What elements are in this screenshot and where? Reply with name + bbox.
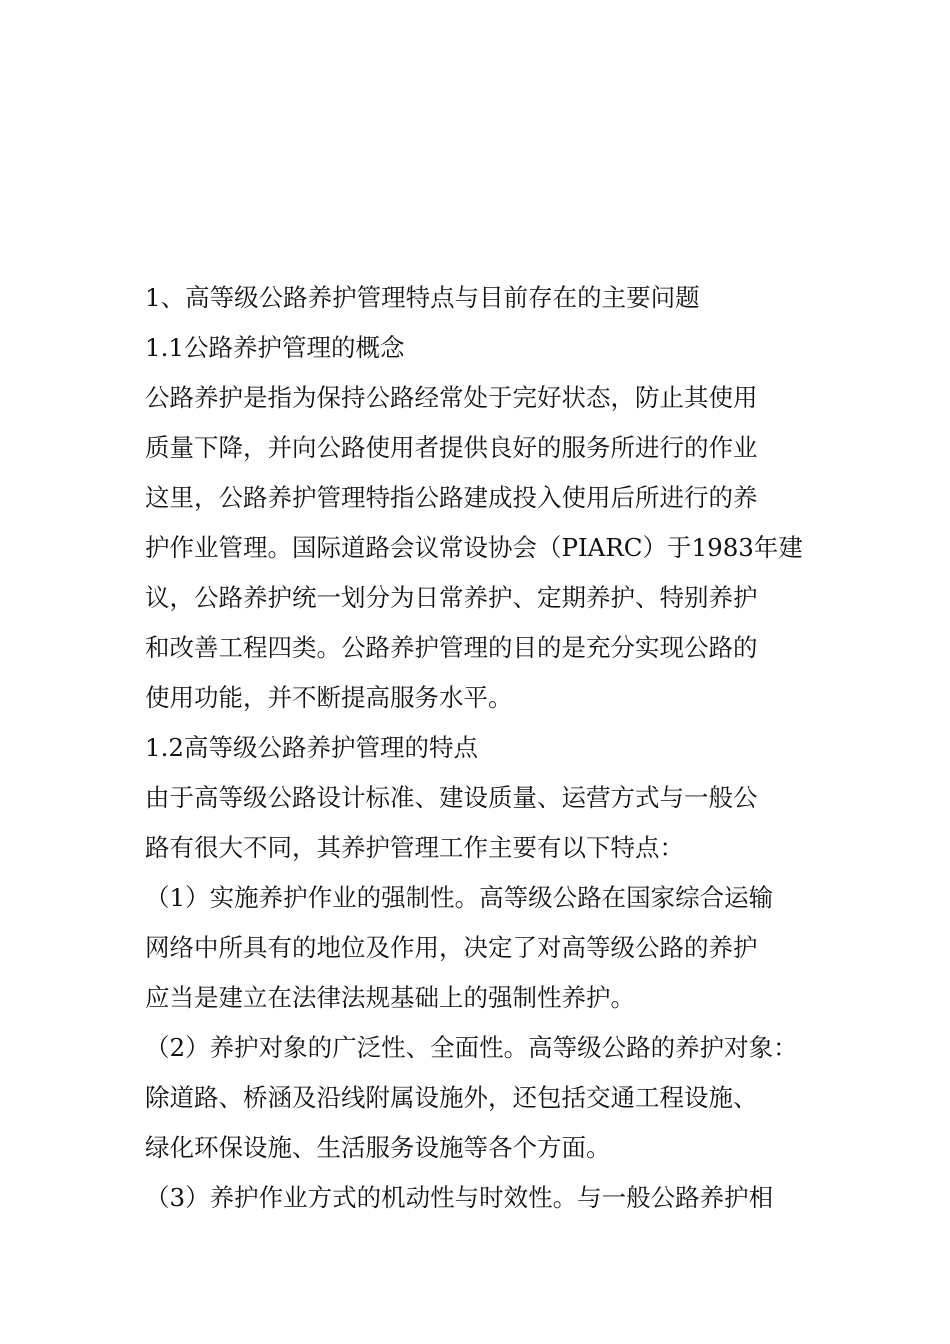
subsection-heading-1-1: 1.1公路养护管理的概念	[145, 333, 405, 362]
paragraph-line: 护作业管理。国际道路会议常设协会（PIARC）于1983年建	[145, 533, 803, 562]
paragraph-line: 这里，公路养护管理特指公路建成投入使用后所进行的养	[145, 483, 758, 512]
paragraph-line: 除道路、桥涵及沿线附属设施外，还包括交通工程设施、	[145, 1083, 758, 1112]
list-item-line: （2）养护对象的广泛性、全面性。高等级公路的养护对象：	[145, 1033, 798, 1062]
subsection-heading-1-2: 1.2高等级公路养护管理的特点	[145, 733, 478, 762]
paragraph-line: 绿化环保设施、生活服务设施等各个方面。	[145, 1133, 611, 1162]
paragraph-line: 议，公路养护统一划分为日常养护、定期养护、特别养护	[145, 583, 758, 612]
paragraph-line: 网络中所具有的地位及作用，决定了对高等级公路的养护	[145, 933, 758, 962]
paragraph-line: 应当是建立在法律法规基础上的强制性养护。	[145, 983, 635, 1012]
list-item-line: （1）实施养护作业的强制性。高等级公路在国家综合运输	[145, 883, 774, 912]
list-item-line: （3）养护作业方式的机动性与时效性。与一般公路养护相	[145, 1183, 774, 1212]
paragraph-line: 使用功能，并不断提高服务水平。	[145, 683, 513, 712]
paragraph-line: 质量下降，并向公路使用者提供良好的服务所进行的作业	[145, 433, 758, 462]
paragraph-line: 和改善工程四类。公路养护管理的目的是充分实现公路的	[145, 633, 758, 662]
paragraph-line: 由于高等级公路设计标准、建设质量、运营方式与一般公	[145, 783, 758, 812]
section-heading-1: 1、高等级公路养护管理特点与目前存在的主要问题	[145, 283, 700, 312]
paragraph-line: 路有很大不同，其养护管理工作主要有以下特点：	[145, 833, 684, 862]
paragraph-line: 公路养护是指为保持公路经常处于完好状态，防止其使用	[145, 383, 758, 412]
